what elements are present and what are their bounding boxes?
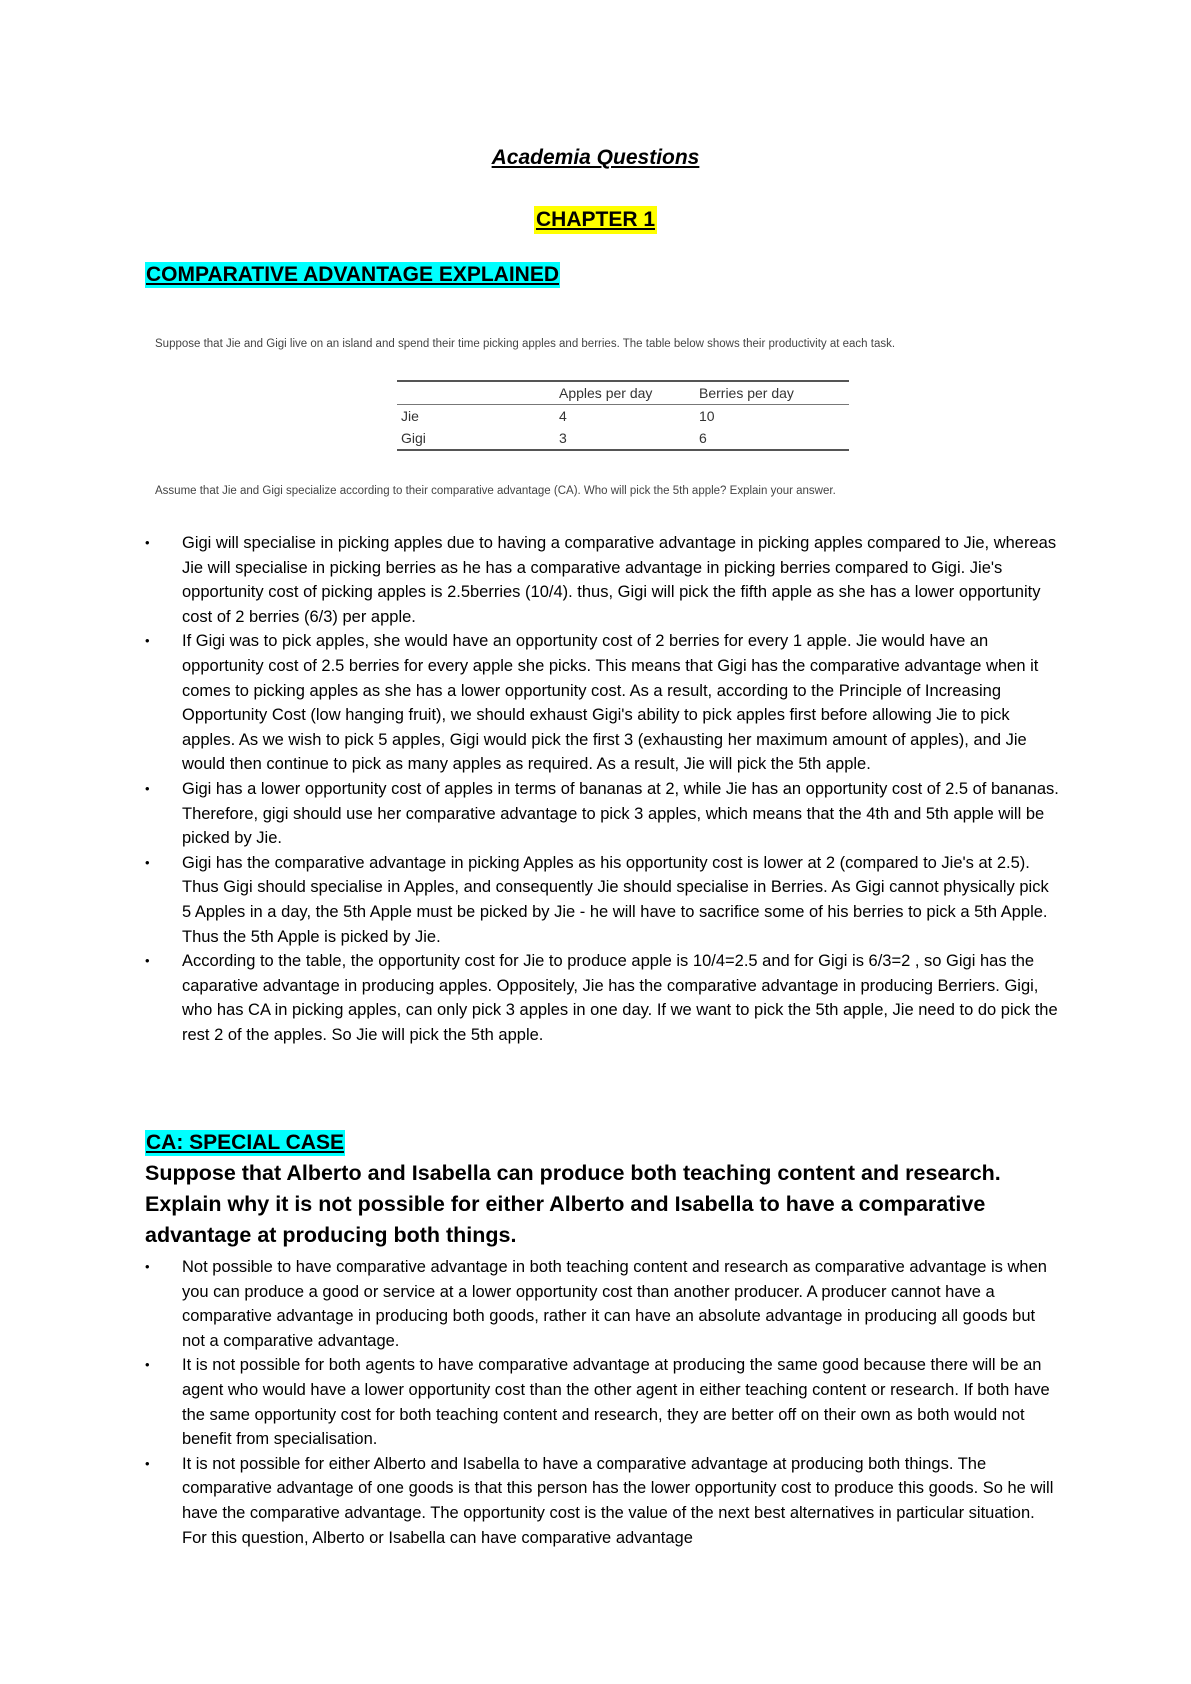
table-header-cell: Apples per day (559, 385, 653, 401)
list-item: • Gigi will specialise in picking apples due to having a comparative advantage in picking apples compared to Jie, whereas Jie will specialise in picking berries as he has a comparative advantage in picking berries compared to Gigi. Jie's opportunity cost of picking apples is 2.5berries (10/4). thus, Gigi will pick the fifth apple as she has a lower opportunity cost of 2 berries (6/3) per apple. (145, 531, 1060, 629)
table-row (397, 405, 849, 428)
special-case-answer-list (145, 1255, 1060, 1550)
table-cell-apples: 4 (559, 408, 567, 424)
list-item: • Gigi has a lower opportunity cost of apples in terms of bananas at 2, while Jie has an opportunity cost of 2.5 of bananas. Therefore, gigi should use her comparative advantage to pick 3 apples, which means that the 4th and 5th apple will be picked by Jie. (145, 777, 1060, 851)
table-cell-berries: 6 (699, 430, 707, 446)
question-text: Assume that Jie and Gigi specialize according to their comparative advantage (CA). Who will pick the 5th apple? Explain your answer. (155, 485, 836, 497)
list-item: • It is not possible for either Alberto and Isabella to have a comparative advantage at producing both things. The comparative advantage of one goods is that this person has the lower opportunity cost to produce this goods. So he will have the comparative advantage. The opportunity cost is the value of the next best alternatives in particular situation. For this question, Alberto or Isabella can have comparative advantage (145, 1452, 1060, 1550)
list-item: • According to the table, the opportunity cost for Jie to produce apple is 10/4=2.5 and for Gigi is 6/3=2 , so Gigi has the caparative advantage in producing apples. Oppositely, Jie has the comparative advantage in producing Berriers. Gigi, who has CA in picking apples, can only pick 3 apples in one day. If we want to pick the 5th apple, Jie need to do pick the rest 2 of the apples. So Jie will pick the 5th apple. (145, 949, 1060, 1047)
list-item: • It is not possible for both agents to have comparative advantage at producing the same good because there will be an agent who would have a lower opportunity cost than the other agent in either teaching content or research. If both have the same opportunity cost for both teaching content and research, they are better off on their own as both would not benefit from specialisation. (145, 1353, 1060, 1451)
list-item: • Not possible to have comparative advantage in both teaching content and research as comparative advantage is when you can produce a good or service at a lower opportunity cost than another producer. A producer cannot have a comparative advantage in producing both goods, rather it can have an absolute advantage in producing all goods but not a comparative advantage. (145, 1255, 1060, 1353)
list-item: • If Gigi was to pick apples, she would have an opportunity cost of 2 berries for every 1 apple. Jie would have an opportunity cost of 2.5 berries for every apple she picks. This means that Gigi has the comparative advantage when it comes to picking apples as she has a lower opportunity cost. As a result, according to the Principle of Increasing Opportunity Cost (low hanging fruit), we should exhaust Gigi's ability to pick apples first before allowing Jie to pick apples. As we wish to pick 5 apples, Gigi would pick the first 3 (exhausting her maximum amount of apples), and Jie would then continue to pick as many apples as required. As a result, Jie will pick the 5th apple. (145, 629, 1060, 777)
chapter-heading-wrap (0, 206, 1191, 234)
table-header-cell: Berries per day (699, 385, 794, 401)
table-cell-name: Jie (401, 408, 419, 424)
table-cell-berries: 10 (699, 408, 715, 424)
table-row (397, 427, 849, 450)
question-intro: Suppose that Jie and Gigi live on an island and spend their time picking apples and berries. The table below shows their productivity at each task. (155, 338, 896, 350)
section-heading-special-case: CA: SPECIAL CASE (146, 1131, 344, 1154)
section-heading-comparative-advantage: COMPARATIVE ADVANTAGE EXPLAINED (146, 263, 560, 286)
answer-list (145, 531, 1060, 1047)
list-item: • Gigi has the comparative advantage in picking Apples as his opportunity cost is lower at 2 (compared to Jie's at 2.5). Thus Gigi should specialise in Apples, and consequently Jie should specialise in Berries. As Gigi cannot physically pick 5 Apples in a day, the 5th Apple must be picked by Jie - he will have to sacrifice some of his berries to pick a 5th Apple. Thus the 5th Apple is picked by Jie. (145, 851, 1060, 949)
chapter-heading: CHAPTER 1 (534, 206, 657, 234)
special-case-question: Suppose that Alberto and Isabella can produce both teaching content and research. Explain why it is not possible for either Alberto and Isabella to have a comparative advantage at producing both things. (145, 1161, 1001, 1247)
table-header-cell (397, 381, 559, 405)
table-cell-apples: 3 (559, 430, 567, 446)
table-cell-name: Gigi (401, 430, 426, 446)
productivity-table (397, 380, 849, 451)
table-header-row (397, 381, 849, 405)
document-title: Academia Questions (491, 146, 700, 169)
